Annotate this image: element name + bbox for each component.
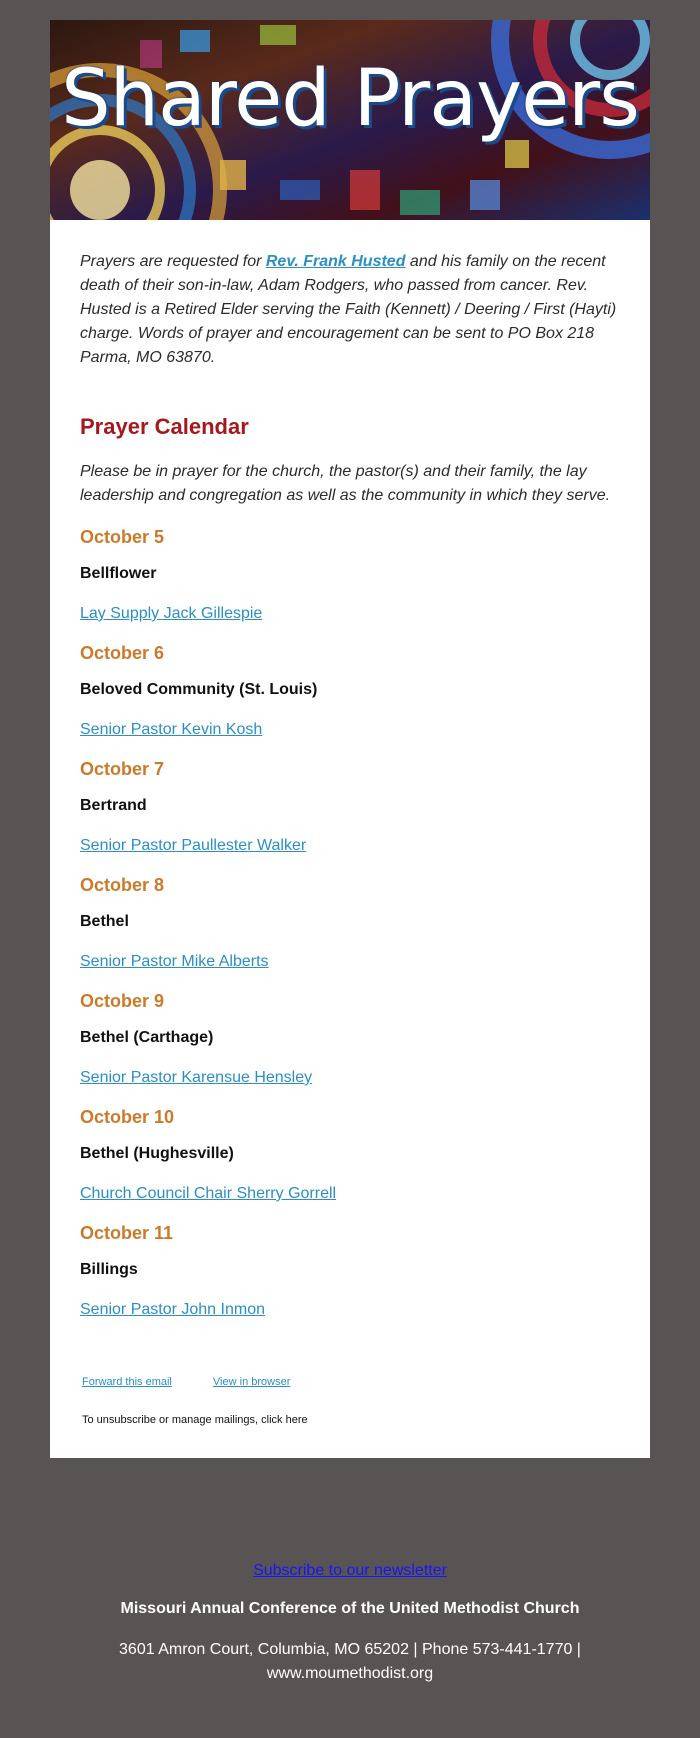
day-date: October 9 [80, 991, 165, 1011]
day-date: October 7 [80, 759, 165, 779]
intro-link-frank-husted[interactable]: Rev. Frank Husted [265, 253, 406, 270]
footer-links [80, 1376, 620, 1388]
subscribe-newsletter-link[interactable]: Subscribe to our newsletter [253, 1562, 447, 1579]
website-url: www.moumethodist.org [266, 1665, 434, 1682]
calendar-day-october-9 [80, 990, 620, 1088]
unsubscribe-link[interactable]: To unsubscribe or manage mailings, click here [82, 1414, 308, 1426]
main-content [50, 220, 650, 1458]
day-person-link[interactable]: Senior Pastor Karensue Hensley [80, 1069, 313, 1086]
day-church: Bellflower [80, 565, 157, 582]
calendar-day-october-10 [80, 1106, 620, 1204]
calendar-day-october-7 [80, 758, 620, 856]
day-date: October 8 [80, 875, 165, 895]
day-church: Bertrand [80, 797, 147, 814]
intro-suffix: and his family on the recent death of their son-in-law, Adam Rodgers, who passed from cancer. Rev. Husted is a Retired Elder serving the Faith (Kennett) / Deering / First (Hayti) charge. Words of prayer and encouragement can be sent to PO Box 218 Parma, MO 63870. [80, 253, 617, 366]
email-body [50, 20, 650, 1458]
page-footer [0, 1562, 700, 1686]
view-in-browser-link[interactable]: View in browser [212, 1376, 291, 1388]
day-date: October 5 [80, 527, 165, 547]
forward-email-link[interactable]: Forward this email [82, 1376, 172, 1388]
day-church: Bethel (Hughesville) [80, 1145, 234, 1162]
header-banner [50, 20, 650, 220]
day-person-link[interactable]: Senior Pastor Paullester Walker [80, 837, 307, 854]
calendar-day-october-11 [80, 1222, 620, 1320]
prayer-calendar-description: Please be in prayer for the church, the pastor(s) and their family, the lay leadership and congregation as well as the community in which they serve. [80, 463, 611, 504]
day-date: October 11 [80, 1223, 174, 1243]
day-person-link[interactable]: Senior Pastor Mike Alberts [80, 953, 269, 970]
header-title: Shared Prayers [61, 54, 639, 144]
day-church: Beloved Community (St. Louis) [80, 681, 318, 698]
day-church: Billings [80, 1261, 138, 1278]
day-church: Bethel (Carthage) [80, 1029, 214, 1046]
prayer-calendar-title: Prayer Calendar [80, 414, 249, 439]
day-person-link[interactable]: Lay Supply Jack Gillespie [80, 605, 263, 622]
organization-name: Missouri Annual Conference of the United Methodist Church [120, 1600, 580, 1617]
day-person-link[interactable]: Senior Pastor John Inmon [80, 1301, 265, 1318]
intro-paragraph [80, 250, 620, 370]
day-church: Bethel [80, 913, 129, 930]
organization-address [0, 1638, 700, 1686]
calendar-day-october-5 [80, 526, 620, 624]
calendar-day-october-8 [80, 874, 620, 972]
day-date: October 10 [80, 1107, 175, 1127]
address-line: 3601 Amron Court, Columbia, MO 65202 | Phone 573-441-1770 | [119, 1641, 581, 1658]
day-date: October 6 [80, 643, 165, 663]
intro-prefix: Prayers are requested for [80, 253, 266, 270]
day-person-link[interactable]: Senior Pastor Kevin Kosh [80, 721, 263, 738]
day-person-link[interactable]: Church Council Chair Sherry Gorrell [80, 1185, 337, 1202]
calendar-day-october-6 [80, 642, 620, 740]
